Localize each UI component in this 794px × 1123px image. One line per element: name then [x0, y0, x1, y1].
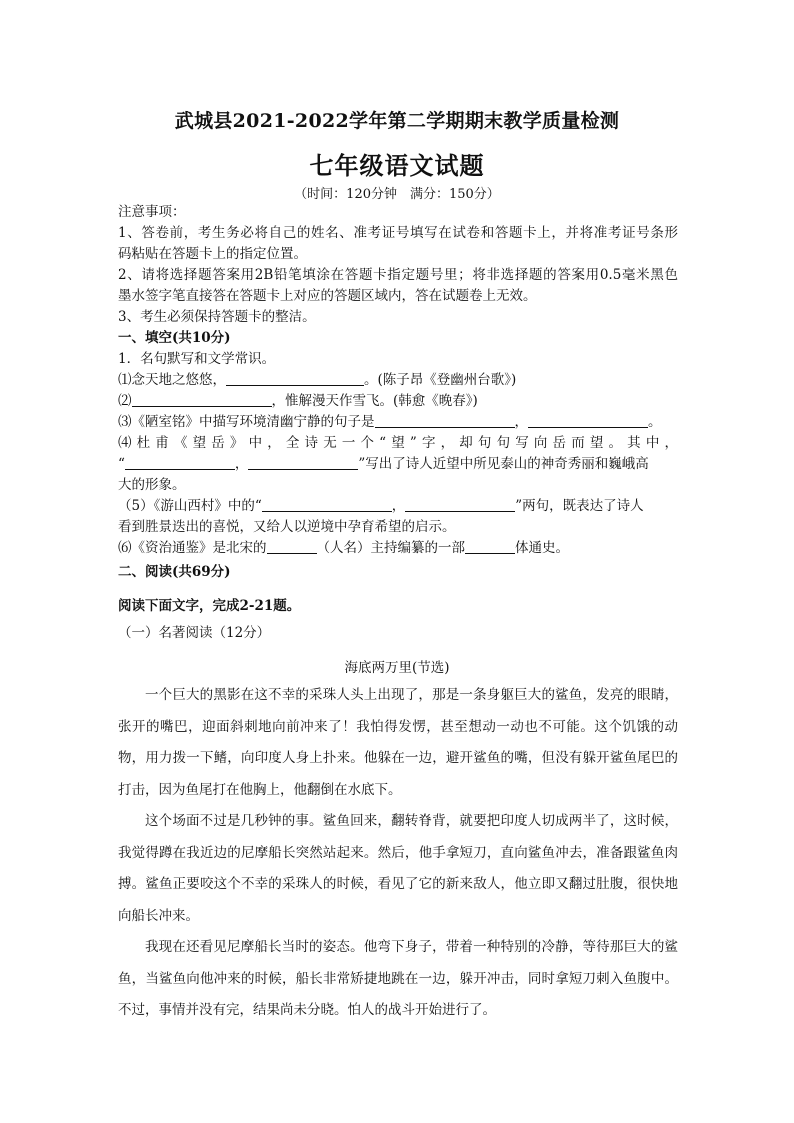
answer-blank: [405, 497, 515, 512]
q1-line2-post: ，惟解漫天作雪飞。(韩愈《晚春》): [271, 393, 478, 409]
q1-line4c: 大的形象。: [118, 477, 186, 493]
section1-heading: 一、填空(共10分): [118, 330, 231, 346]
q1-line5-mid: ，: [391, 498, 406, 514]
passage-paragraph-1: 一个巨大的黑影在这不幸的采珠人头上出现了，那是一条身躯巨大的鲨鱼，发亮的眼睛，张开的嘴巴，迎面斜刺地向前冲来了！我怕得发愣，甚至想动一动也不可能。这个饥饿的动物，用力拨一下鳍，向印度人身上扑来。他躲在一边，避开鲨鱼的嘴，但没有躲开鲨鱼尾巴的打击，因为鱼尾打在他胸上，他翻倒在水底下。: [118, 687, 678, 798]
q1-line4b-mid: ，: [234, 456, 249, 472]
notes-item-1b: 码粘贴在答题卡上的指定位置。: [118, 246, 307, 262]
q1-line6: [118, 538, 678, 559]
answer-blank: [132, 392, 272, 407]
passage-paragraph-3: 我现在还看见尼摩船长当时的姿态。他弯下身子，带着一种特别的冷静，等待那巨大的鲨鱼，当鲨鱼向他冲来的时候，船长非常矫捷地跳在一边，躲开冲击，同时拿短刀刺入鱼腹中。不过，事情并没有完，结果尚未分晓。怕人的战斗开始进行了。: [118, 939, 678, 1018]
q1-line3-pre: ⑶《陋室铭》中描写环境清幽宁静的句子是: [118, 414, 375, 430]
q1-line1: [118, 370, 678, 391]
answer-blank: [226, 371, 364, 386]
q1-line4a: ⑷杜甫《望岳》中，全诗无一个“望”字，却句句写向岳而望。其中，: [118, 435, 678, 451]
section2-instruction: 阅读下面文字，完成2-21题。: [118, 598, 301, 614]
answer-blank: [262, 497, 392, 512]
q1-line3-post: 。: [648, 414, 662, 430]
q1-line5-post: ”两句，既表达了诗人: [515, 498, 644, 514]
notes-item-1a: 1、答卷前，考生务必将自己的姓名、准考证号填写在试卷和答题卡上，并将准考证号条形: [118, 225, 678, 241]
answer-blank: [465, 539, 515, 554]
notes-item-2a: 2、请将选择题答案用2B铅笔填涂在答题卡指定题号里；将非选择题的答案用0.5毫米黑色: [118, 267, 678, 283]
q1-line6-post: 体通史。: [515, 540, 569, 556]
time-score-info: （时间：120分钟 满分：150分）: [294, 187, 500, 202]
answer-blank: [248, 455, 358, 470]
notes-item-2b: 墨水签字笔直接答在答题卡上对应的答题区域内，答在试题卷上无效。: [118, 288, 537, 304]
passage-title: 海底两万里(节选): [344, 660, 450, 676]
notes-heading: 注意事项：: [118, 204, 186, 220]
q1-line5-pre: （5）《游山西村》中的“: [118, 498, 262, 514]
passage-paragraph-2: 这个场面不过是几秒钟的事。鲨鱼回来，翻转脊背，就要把印度人切成两半了，这时候，我觉得蹲在我近边的尼摩船长突然站起来。然后，他手拿短刀，直向鲨鱼冲去，准备跟鲨鱼肉搏。鲨鱼正要咬这个不幸的采珠人的时候，看见了它的新来敌人，他立即又翻过肚腹，很快地向船长冲来。: [118, 813, 678, 924]
q1-line3: [118, 412, 678, 433]
q1-line4b-post: ”写出了诗人近望中所见泰山的神奇秀丽和巍峨高: [358, 456, 649, 472]
q1-line1-pre: ⑴念天地之悠悠，: [118, 372, 226, 388]
answer-blank: [125, 455, 235, 470]
answer-blank: [375, 413, 515, 428]
answer-blank: [267, 539, 317, 554]
exam-subtitle: 七年级语文试题: [309, 151, 485, 180]
q1-line5b: 看到胜景迭出的喜悦，又给人以逆境中孕育希望的启示。: [118, 519, 456, 535]
section2-sub1: （一）名著阅读（12分）: [118, 625, 271, 641]
q1-label: 1．名句默写和文学常识。: [118, 351, 276, 367]
q1-line3-mid: ，: [514, 414, 528, 430]
q1-line6-mid: （人名）主持编纂的一部: [316, 540, 465, 556]
q1-line4b-pre: “: [118, 456, 125, 472]
q1-line5: [118, 496, 678, 517]
answer-blank: [528, 413, 648, 428]
passage-body: [118, 680, 678, 1027]
q1-line2-pre: ⑵: [118, 393, 132, 409]
notes-block: [118, 202, 678, 559]
q1-line1-post: 。(陈子昂《登幽州台歌》): [364, 372, 517, 388]
q1-line6-pre: ⑹《资治通鉴》是北宋的: [118, 540, 267, 556]
section2-heading: 二、阅读(共69分): [118, 564, 231, 580]
notes-item-3: 3、考生必须保持答题卡的整洁。: [118, 309, 316, 325]
q1-line2: [118, 391, 678, 412]
q1-line4b: [118, 454, 678, 475]
exam-title: 武城县2021-2022学年第二学期期末教学质量检测: [174, 110, 620, 132]
